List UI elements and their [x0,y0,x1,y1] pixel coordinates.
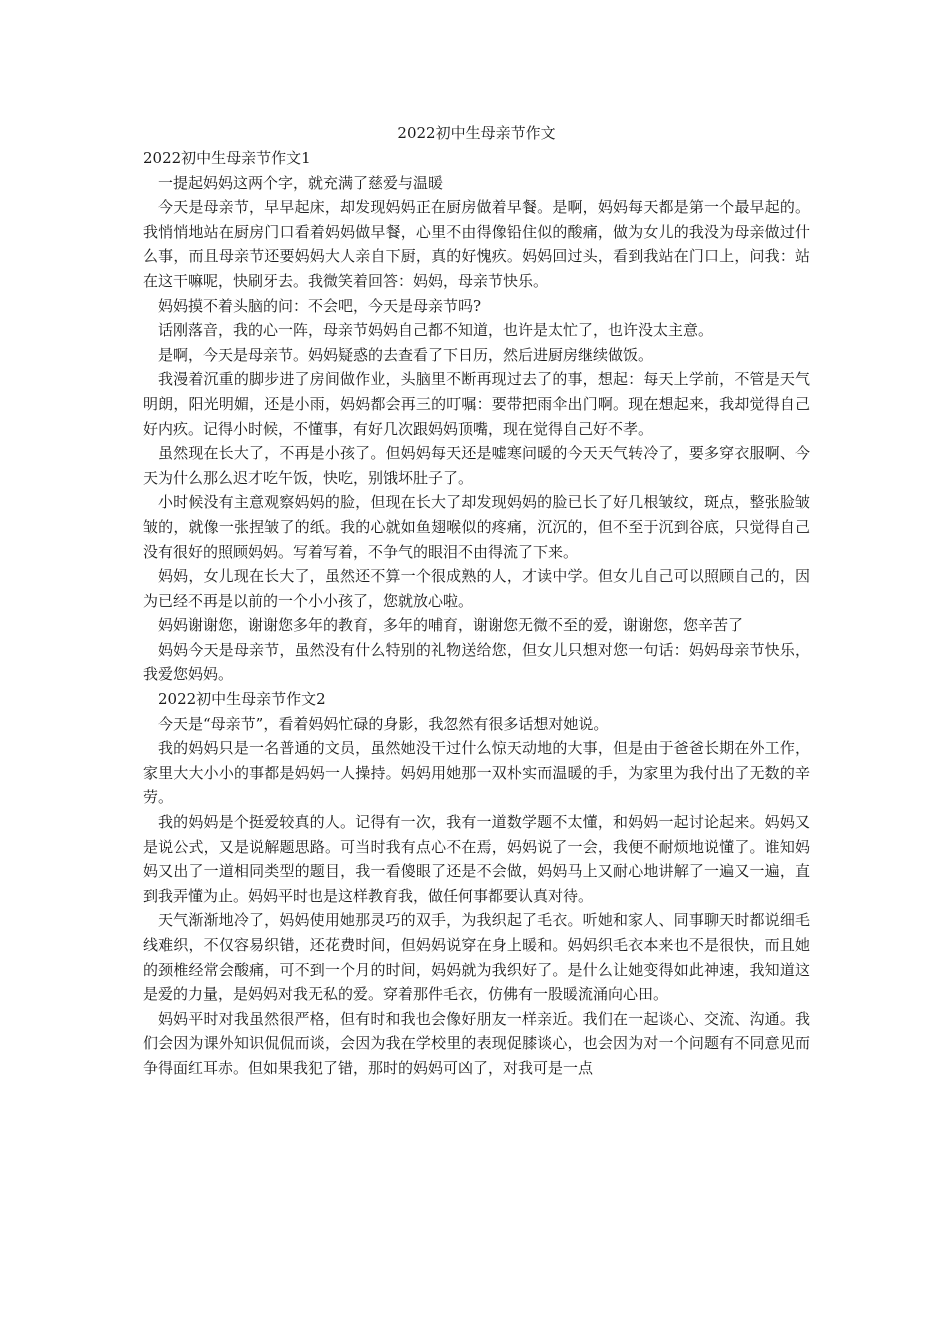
paragraph: 今天是母亲节，早早起床，却发现妈妈正在厨房做着早餐。是啊，妈妈每天都是第一个最早起的。我悄悄地站在厨房门口看着妈妈做早餐，心里不由得像铅住似的酸痛，做为女儿的我没为母亲做过什么事，而且母亲节还要妈妈大人亲自下厨，真的好愧疚。妈妈回过头，看到我站在门口上，问我：站在这干嘛呢，快刷牙去。我微笑着回答：妈妈，母亲节快乐。 [143,198,810,290]
paragraph: 妈妈谢谢您，谢谢您多年的教育，多年的哺育，谢谢您无微不至的爱，谢谢您，您辛苦了 [158,616,744,635]
paragraph: 妈妈，女儿现在长大了，虽然还不算一个很成熟的人，才读中学。但女儿自己可以照顾自己的，因为已经不再是以前的一个小小孩了，您就放心啦。 [143,567,810,610]
document-title: 2022初中生母亲节作文 [397,124,556,142]
paragraph: 话刚落音，我的心一阵，母亲节妈妈自己都不知道，也许是太忙了，也许没太主意。 [158,321,714,340]
paragraph: 我的妈妈是个挺爱较真的人。记得有一次，我有一道数学题不太懂，和妈妈一起讨论起来。妈妈又是说公式，又是说解题思路。可当时我有点心不在焉，妈妈说了一会，我便不耐烦地说懂了。谁知妈妈又出了一道相同类型的题目，我一看傻眼了还是不会做，妈妈马上又耐心地讲解了一遍又一遍，直到我弄懂为止。妈妈平时也是这样教育我，做任何事都要认真对待。 [143,813,810,905]
paragraph: 小时候没有主意观察妈妈的脸，但现在长大了却发现妈妈的脸已长了好几根皱纹，斑点，整张脸皱皱的，就像一张捏皱了的纸。我的心就如鱼翅喉似的疼痛，沉沉的，但不至于沉到谷底，只觉得自己没有很好的照顾妈妈。写着写着，不争气的眼泪不由得流了下来。 [143,493,810,561]
paragraph: 是啊，今天是母亲节。妈妈疑惑的去查看了下日历，然后进厨房继续做饭。 [158,345,654,364]
section-heading-2: 2022初中生母亲节作文2 [158,690,326,709]
paragraph: 虽然现在长大了，不再是小孩了。但妈妈每天还是嘘寒问暖的今天天气转冷了，要多穿衣服啊、今天为什么那么迟才吃午饭，快吃，别饿坏肚子了。 [143,444,810,487]
paragraph: 妈妈摸不着头脑的问：不会吧，今天是母亲节吗? [158,296,482,315]
paragraph: 一提起妈妈这两个字，就充满了慈爱与温暖 [158,173,444,192]
paragraph: 天气渐渐地冷了，妈妈使用她那灵巧的双手，为我织起了毛衣。听她和家人、同事聊天时都说细毛线难织，不仅容易织错，还花费时间，但妈妈说穿在身上暖和。妈妈织毛衣本来也不是很快，而且她的颈椎经常会酸痛，可不到一个月的时间，妈妈就为我织好了。是什么让她变得如此神速，我知道这是爱的力量，是妈妈对我无私的爱。穿着那件毛衣，仿佛有一股暖流涌向心田。 [143,911,810,1004]
paragraph: 我漫着沉重的脚步进了房间做作业，头脑里不断再现过去了的事，想起：每天上学前，不管是天气明朗，阳光明媚，还是小雨，妈妈都会再三的叮嘱：要带把雨伞出门啊。现在想起来，我却觉得自己好内疚。记得小时候，不懂事，有好几次跟妈妈顶嘴，现在觉得自己好不孝。 [143,370,810,438]
paragraph: 妈妈今天是母亲节，虽然没有什么特别的礼物送给您，但女儿只想对您一句话：妈妈母亲节快乐，我爱您妈妈。 [143,640,810,684]
section-heading-1: 2022初中生母亲节作文1 [143,149,311,167]
paragraph: 我的妈妈只是一名普通的文员，虽然她没干过什么惊天动地的大事，但是由于爸爸长期在外工作，家里大大小小的事都是妈妈一人操持。妈妈用她那一双朴实而温暖的手，为家里为我付出了无数的辛劳。 [143,739,810,807]
paragraph: 妈妈平时对我虽然很严格，但有时和我也会像好朋友一样亲近。我们在一起谈心、交流、沟通。我们会因为课外知识侃侃而谈，会因为我在学校里的表现促膝谈心，也会因为对一个问题有不同意见而争得面红耳赤。但如果我犯了错，那时的妈妈可凶了，对我可是一点 [143,1009,810,1077]
document-page [143,122,810,1081]
paragraph: 今天是“母亲节”，看着妈妈忙碌的身影，我忽然有很多话想对她说。 [158,714,609,733]
